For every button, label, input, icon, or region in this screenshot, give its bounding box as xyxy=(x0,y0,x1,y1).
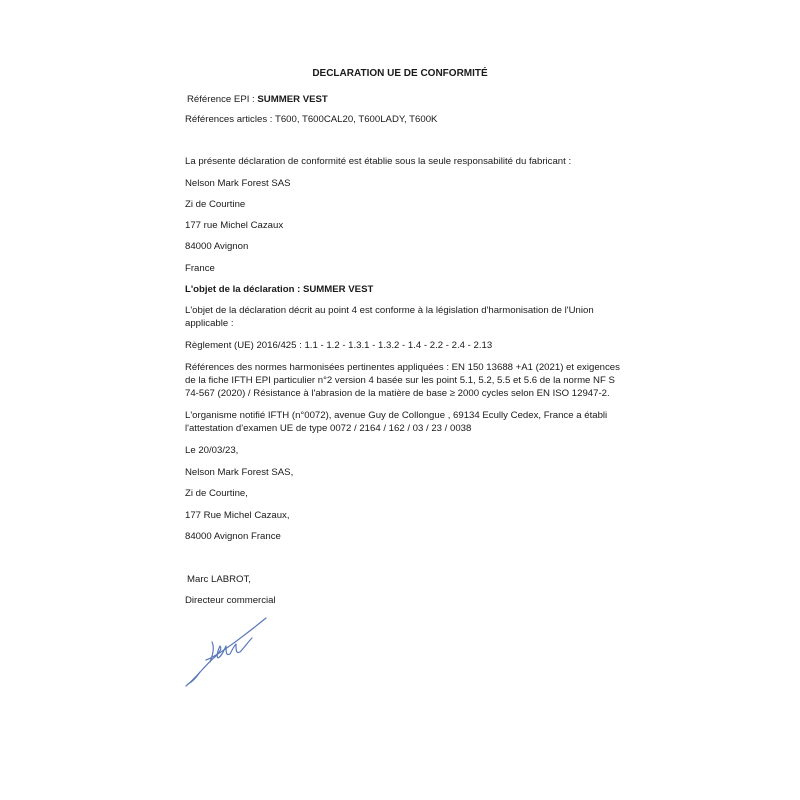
signer-role: Directeur commercial xyxy=(185,595,276,606)
signatory-company: Nelson Mark Forest SAS, xyxy=(185,467,294,478)
intro-text: La présente déclaration de conformité est établie sous la seule responsabilité du fabricant : xyxy=(185,156,572,167)
document-title: DECLARATION UE DE CONFORMITÉ xyxy=(312,68,488,79)
signer-name: Marc LABROT, xyxy=(187,574,251,585)
conformity-text: L'objet de la déclaration décrit au point 4 est conforme à la législation d'harmonisation de l'Union applicable : xyxy=(185,305,594,329)
manufacturer-address-line1: Zi de Courtine xyxy=(185,199,246,210)
signature-stroke-main xyxy=(186,638,252,686)
declaration-date: Le 20/03/23, xyxy=(185,445,239,456)
manufacturer-address-line3: 84000 Avignon xyxy=(185,241,249,252)
regulation-text: Règlement (UE) 2016/425 : 1.1 - 1.2 - 1.3.1 - 1.3.2 - 1.4 - 2.2 - 2.4 - 2.13 xyxy=(185,340,493,351)
manufacturer-name: Nelson Mark Forest SAS xyxy=(185,178,291,189)
notified-body-text: L'organisme notifié IFTH (n°0072), avenue Guy de Collongue , 69134 Ecully Cedex, France a établi l'attestation d'examen UE de type 0072 / 2164 / 162 / 03 / 23 / 0038 xyxy=(185,410,608,434)
signature-stroke-underline xyxy=(206,618,266,660)
ref-articles-label: Références articles : xyxy=(185,114,273,125)
standards-text: Références des normes harmonisées pertinentes appliquées : EN 150 13688 +A1 (2021) et exigences de la fiche IFTH EPI particulier n°2 version 4 basée sur les point 5.1, 5.2, 5.5 et 5.6 de la norme NF S 74-567 (2020) / Résistance à l'abrasion de la matière de base ≥ 2000 cycles selon EN ISO 12947-2. xyxy=(185,362,620,399)
ref-epi-label: Référence EPI : xyxy=(187,94,258,105)
manufacturer-country: France xyxy=(185,263,215,274)
signatory-address-line3: 84000 Avignon France xyxy=(185,531,281,542)
signatory-address-line2: 177 Rue Michel Cazaux, xyxy=(185,510,290,521)
manufacturer-address-line2: 177 rue Michel Cazaux xyxy=(185,220,284,231)
object-label: L'objet de la déclaration : xyxy=(185,284,303,295)
ref-articles-line xyxy=(185,113,437,126)
ref-articles-value: T600, T600CAL20, T600LADY, T600K xyxy=(274,114,438,125)
ref-epi-line xyxy=(187,93,328,106)
handwritten-signature xyxy=(176,612,276,692)
object-line xyxy=(185,283,373,296)
signatory-address-line1: Zi de Courtine, xyxy=(185,488,248,499)
ref-epi-value: SUMMER VEST xyxy=(257,94,328,105)
object-value: SUMMER VEST xyxy=(302,284,374,295)
